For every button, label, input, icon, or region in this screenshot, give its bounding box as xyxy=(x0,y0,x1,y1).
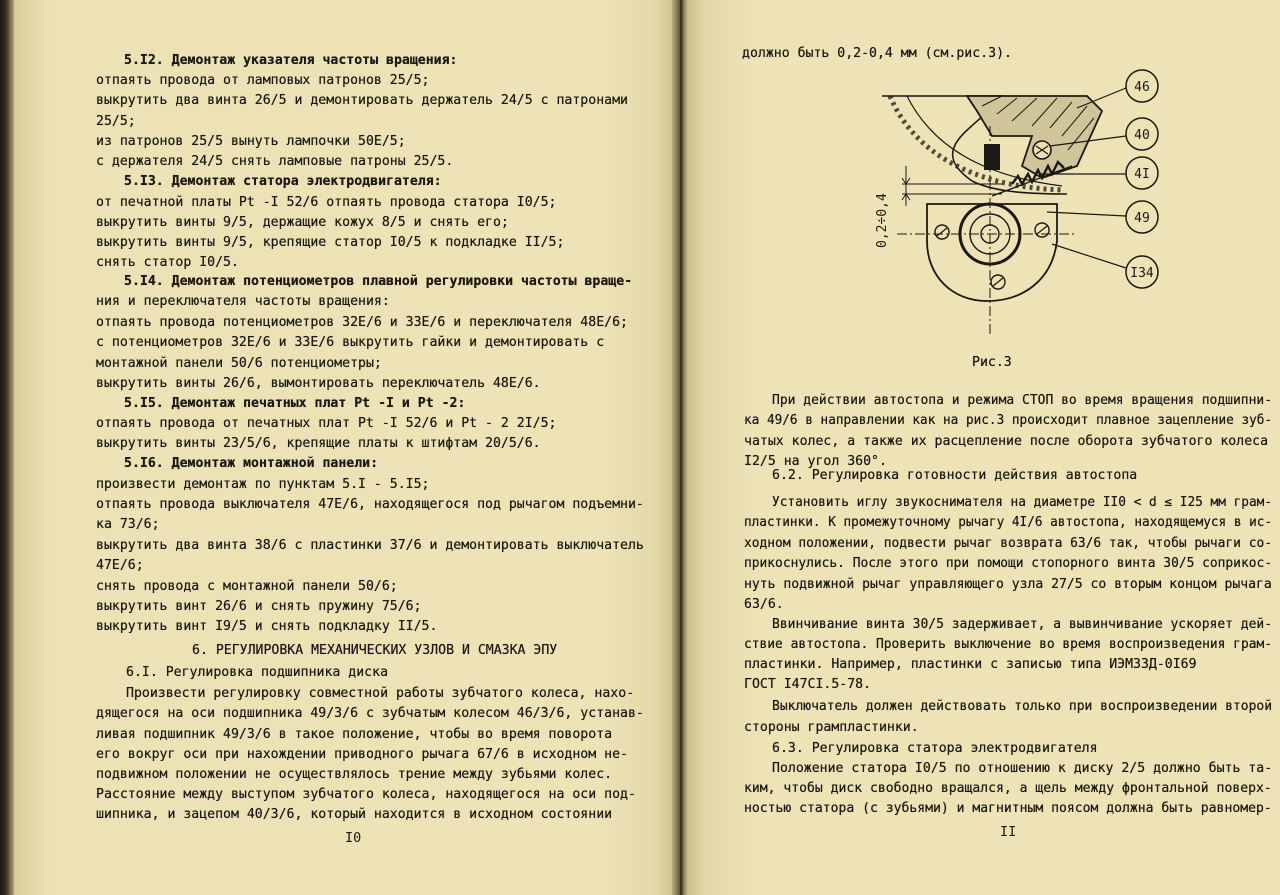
text-line: Положение статора I0/5 по отношению к диску 2/5 должно быть та- xyxy=(772,761,1273,776)
text-line: выкрутить винты 9/5, держащие кожух 8/5 и снять его; xyxy=(96,215,509,230)
text-line: дящегося на оси подшипника 49/3/6 с зубчатым колесом 46/3/6, устанав- xyxy=(96,706,644,721)
text-line: 5.I6. Демонтаж монтажной панели: xyxy=(124,456,379,471)
text-line: должно быть 0,2-0,4 мм (см.рис.3). xyxy=(742,46,1012,61)
left-edge-shadow xyxy=(0,0,14,895)
dimension-label: 0,2÷0,4 xyxy=(875,193,890,248)
text-line: монтажной панели 50/6 потенциометры; xyxy=(96,356,382,371)
text-line: При действии автостопа и режима СТОП во время вращения подшипни- xyxy=(772,393,1273,408)
page-number: II xyxy=(1000,824,1017,840)
subsection-heading: 6.I. Регулировка подшипника диска xyxy=(126,665,389,680)
text-line: отпаять провода от ламповых патронов 25/5; xyxy=(96,73,430,88)
subsection-heading: 6.3. Регулировка статора электродвигателя xyxy=(772,741,1098,756)
text-line: 47Е/6; xyxy=(96,558,144,573)
text-line: чатых колес, а также их расцепление после оборота зубчатого колеса xyxy=(744,434,1269,449)
text-line: стороны грампластинки. xyxy=(744,720,919,735)
text-line: от печатной платы Pt -I 52/6 отпаять провода статора I0/5; xyxy=(96,195,557,210)
text-line: ностью статора (с зубьями) и магнитным поясом должна быть равномер- xyxy=(744,801,1272,816)
text-line: прикоснулись. После этого при помощи стопорного винта 30/5 соприкос- xyxy=(744,556,1273,571)
text-line: Расстояние между выступом зубчатого колеса, находящегося на оси под- xyxy=(96,787,636,802)
text-line: отпаять провода потенциометров 32Е/6 и 33Е/6 и переключателя 48Е/6; xyxy=(96,315,628,330)
text-line: с потенциометров 32Е/6 и 33Е/6 выкрутить гайки и демонтировать с xyxy=(96,335,605,350)
text-line: ка 73/6; xyxy=(96,517,160,532)
text-line: 5.I4. Демонтаж потенциометров плавной регулировки частоты враще- xyxy=(124,274,633,289)
callout-49-label: 49 xyxy=(1134,211,1150,226)
text-line: 5.I2. Демонтаж указателя частоты вращения: xyxy=(124,53,458,68)
text-line: I2/5 на угол 360°. xyxy=(744,454,887,469)
text-line: Установить иглу звукоснимателя на диаметре II0 < d ≤ I25 мм грам- xyxy=(772,495,1273,510)
text-line: выкрутить винты 23/5/6, крепящие платы к штифтам 20/5/6. xyxy=(96,436,541,451)
text-line: снять провода с монтажной панели 50/6; xyxy=(96,579,398,594)
book-gutter xyxy=(672,0,688,895)
text-line: шипника, и зацепом 40/3/6, который находится в исходном состоянии xyxy=(96,807,613,822)
text-line: 63/6. xyxy=(744,597,784,612)
subsection-heading: 6.2. Регулировка готовности действия автостопа xyxy=(772,468,1138,483)
callout-46-label: 46 xyxy=(1134,80,1150,95)
callout-134-label: I34 xyxy=(1130,266,1154,281)
text-line: нуть подвижной рычаг управляющего узла 27/5 со вторым концом рычага xyxy=(744,577,1272,592)
left-page xyxy=(12,0,680,895)
text-line: выкрутить винт I9/5 и снять подкладку II/5. xyxy=(96,619,438,634)
text-line: ка 49/6 в направлении как на рис.3 происходит плавное зацепление зуб- xyxy=(744,413,1273,428)
right-page xyxy=(682,0,1280,895)
text-line: Произвести регулировку совместной работы зубчатого колеса, нахо- xyxy=(126,686,635,701)
text-line: произвести демонтаж по пунктам 5.I - 5.I5; xyxy=(96,477,430,492)
text-line: 25/5; xyxy=(96,114,136,129)
text-line: выкрутить два винта 26/5 и демонтировать держатель 24/5 с патронами xyxy=(96,93,628,108)
text-line: ГОСТ I47СI.5-78. xyxy=(744,677,872,692)
text-line: выкрутить винты 26/6, вымонтировать переключатель 48Е/6. xyxy=(96,376,541,391)
text-line: его вокруг оси при нахождении приводного рычага 67/6 в исходном не- xyxy=(96,747,628,762)
callout-41-label: 4I xyxy=(1134,167,1150,182)
text-line: ния и переключателя частоты вращения: xyxy=(96,294,390,309)
text-line: пластинки. Например, пластинки с записью типа ИЭМЗЗД-0I69 xyxy=(744,657,1197,672)
page-number: I0 xyxy=(345,830,362,846)
text-line: выкрутить два винта 38/6 с пластинки 37/6 и демонтировать выключатель xyxy=(96,538,644,553)
text-line: ливая подшипник 49/3/6 в такое положение, чтобы во время поворота xyxy=(96,727,613,742)
callout-40-label: 40 xyxy=(1134,128,1150,143)
text-line: ходном положении, подвести рычаг возврата 63/6 так, чтобы рычаги со- xyxy=(744,536,1273,551)
text-line: снять статор I0/5. xyxy=(96,255,239,270)
text-line: из патронов 25/5 вынуть лампочки 50Е/5; xyxy=(96,134,406,149)
text-line: выкрутить винт 26/6 и снять пружину 75/6; xyxy=(96,599,422,614)
text-line: отпаять провода от печатных плат Pt -I 52/6 и Pt - 2 2I/5; xyxy=(96,416,557,431)
text-line: выкрутить винты 9/5, крепящие статор I0/5 к подкладке II/5; xyxy=(96,235,565,250)
text-line: ствие автостопа. Проверить выключение во время воспроизведения грам- xyxy=(744,637,1273,652)
mechanism-figure xyxy=(872,66,1272,346)
text-line: ким, чтобы диск свободно вращался, а щель между фронтальной поверх- xyxy=(744,781,1272,796)
text-line: 5.I5. Демонтаж печатных плат Pt -I и Pt -2: xyxy=(124,396,466,411)
section-heading: 6. РЕГУЛИРОВКА МЕХАНИЧЕСКИХ УЗЛОВ И СМАЗКА ЭПУ xyxy=(192,643,558,658)
text-line: отпаять провода выключателя 47Е/6, находящегося под рычагом подъемни- xyxy=(96,497,644,512)
figure-caption: Рис.3 xyxy=(972,355,1012,370)
text-line: подвижном положении не осуществлялось трение между зубьями колес. xyxy=(96,767,613,782)
text-line: Ввинчивание винта 30/5 задерживает, а вывинчивание ускоряет дей- xyxy=(772,617,1273,632)
latch-40 xyxy=(984,144,1000,170)
text-line: 5.I3. Демонтаж статора электродвигателя: xyxy=(124,174,442,189)
text-line: пластинки. К промежуточному рычагу 4I/6 автостопа, находящемуся в ис- xyxy=(744,515,1273,530)
text-line: Выключатель должен действовать только при воспроизведении второй xyxy=(772,699,1273,714)
text-line: с держателя 24/5 снять ламповые патроны 25/5. xyxy=(96,154,454,169)
